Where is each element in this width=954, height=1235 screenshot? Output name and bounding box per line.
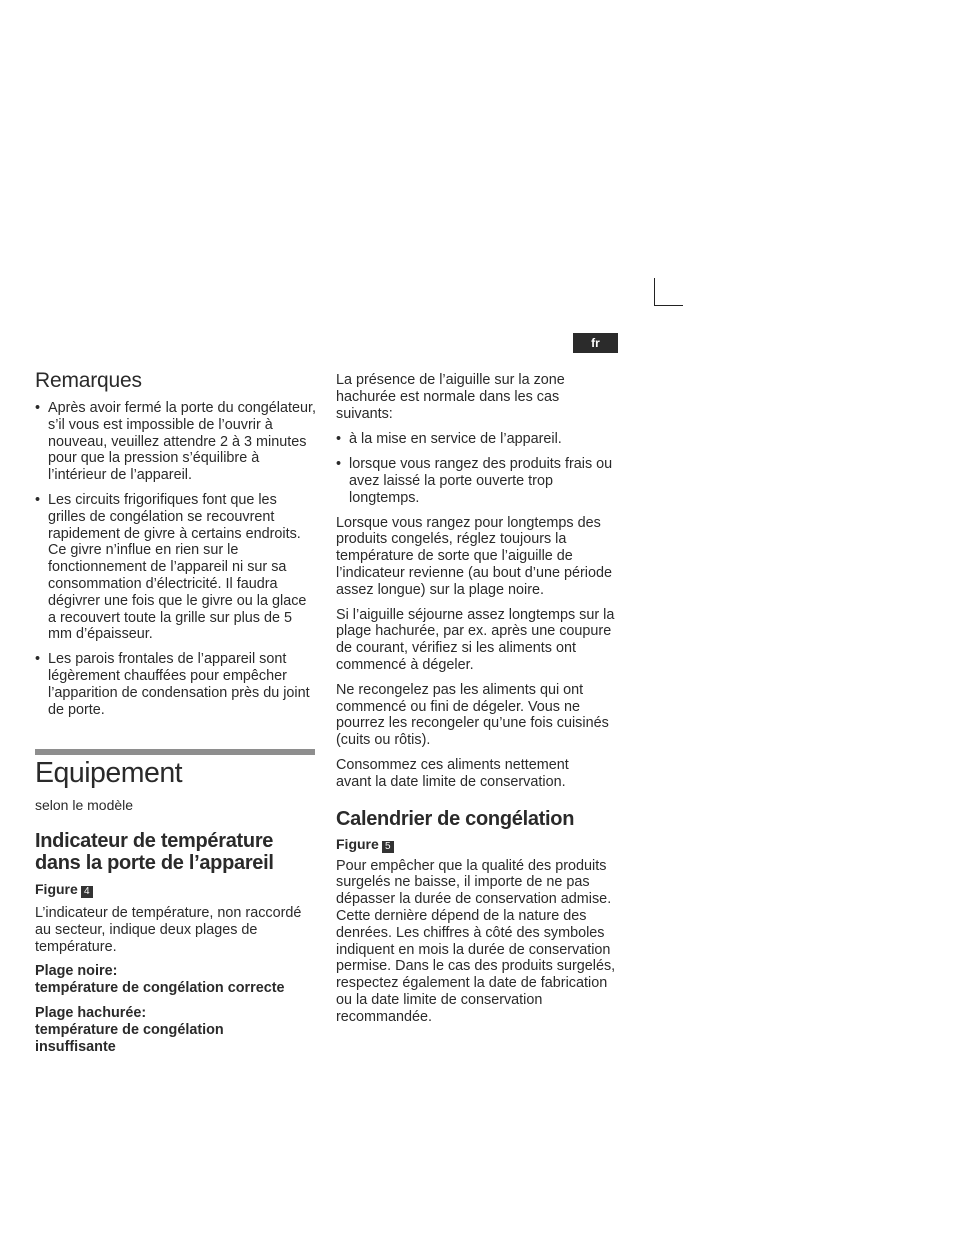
aiguille-item: • à la mise en service de l’appareil. xyxy=(336,431,618,448)
right-column xyxy=(336,372,618,1026)
paragraph: Consommez ces aliments nettement avant la date limite de conservation. xyxy=(336,756,569,790)
equipement-heading: Equipement xyxy=(35,757,183,789)
remarques-heading: Remarques xyxy=(35,369,142,392)
plage-hachuree-label: Plage hachurée: xyxy=(35,1004,147,1021)
section-rule xyxy=(35,749,315,755)
figure-ref-4 xyxy=(35,881,317,899)
language-tab: fr xyxy=(573,333,618,353)
indicateur-heading-line2: dans la porte de l’appareil xyxy=(35,852,274,874)
paragraph: Lorsque vous rangez pour longtemps des produits congelés, réglez toujours la température de sorte que l’aiguille de l’indicateur revienne (au bout d’une période assez longue) sur la plage noire. xyxy=(336,514,613,598)
indicateur-heading-line1: Indicateur de température xyxy=(35,830,274,852)
calendrier-heading: Calendrier de congélation xyxy=(336,807,575,830)
remarques-item: • Après avoir fermé la porte du congélateur, s’il vous est impossible de l’ouvrir à nouveau, veuillez attendre 2 à 3 minutes pour que la pression s’équilibre à l’intérieur de l’appareil. xyxy=(35,400,317,484)
indicateur-text: L’indicateur de température, non raccordé au secteur, indique deux plages de température. xyxy=(35,905,302,955)
remarques-item: • Les circuits frigorifiques font que les grilles de congélation se recouvrent rapidement de givre à certains endroits. Ce givre n’influe en rien sur le fonctionnement de l’appareil ni sur sa consommation d’électricité. Il faudra dégivrer une fois que le givre ou la glace a recouvert toute la grille sur plus de 5 mm d’épaisseur. xyxy=(35,492,317,643)
remarques-item: • Les parois frontales de l’appareil sont légèrement chauffées pour empêcher l’apparition de condensation près du joint de porte. xyxy=(35,651,317,718)
figure-number-badge: 4 xyxy=(81,886,93,898)
plage-noire-label: Plage noire: xyxy=(35,963,118,980)
plage-noire-text: température de congélation correcte xyxy=(35,980,285,997)
indicateur-heading xyxy=(35,830,317,874)
remarques-list-container xyxy=(35,400,317,718)
plage-noire xyxy=(35,963,317,997)
figure-label: Figure xyxy=(336,835,379,852)
plage-hachuree xyxy=(35,1005,255,1055)
aiguille-list xyxy=(336,431,618,506)
plage-hachuree-text: température de congélation insuffisante xyxy=(35,1021,224,1055)
aiguille-item: • lorsque vous rangez des produits frais ou avez laissé la porte ouverte trop longtemps. xyxy=(336,456,618,506)
calendrier-text: Pour empêcher que la qualité des produits surgelés ne baisse, il importe de ne pas dépasser la durée de conservation admise. Cette dernière dépend de la nature des denrées. Les chiffres à côté des symboles indiquent en mois la durée de conservation permise. Dans le cas des produits surgelés, respectez également la date de fabrication ou la date limite de conservation recommandée. xyxy=(336,857,616,1025)
figure-label: Figure xyxy=(35,881,78,897)
indicateur-section xyxy=(35,830,317,1055)
equipement-subtitle: selon le modèle xyxy=(35,797,134,813)
figure-number-badge: 5 xyxy=(382,841,394,853)
figure-ref-5 xyxy=(336,836,618,854)
aiguille-intro: La présence de l’aiguille sur la zone hachurée est normale dans les cas suivants: xyxy=(336,372,565,422)
paragraph: Ne recongelez pas les aliments qui ont commencé ou fini de dégeler. Vous ne pourrez les recongeler qu’une fois cuisinés (cuits ou rôtis). xyxy=(336,681,609,749)
crop-mark-vertical xyxy=(654,278,655,306)
remarques-list xyxy=(35,400,317,718)
paragraph: Si l’aiguille séjourne assez longtemps sur la plage hachurée, par ex. après une coupure de courant, vérifiez si les aliments ont commencé à dégeler. xyxy=(336,606,615,673)
crop-mark-horizontal xyxy=(654,305,683,306)
